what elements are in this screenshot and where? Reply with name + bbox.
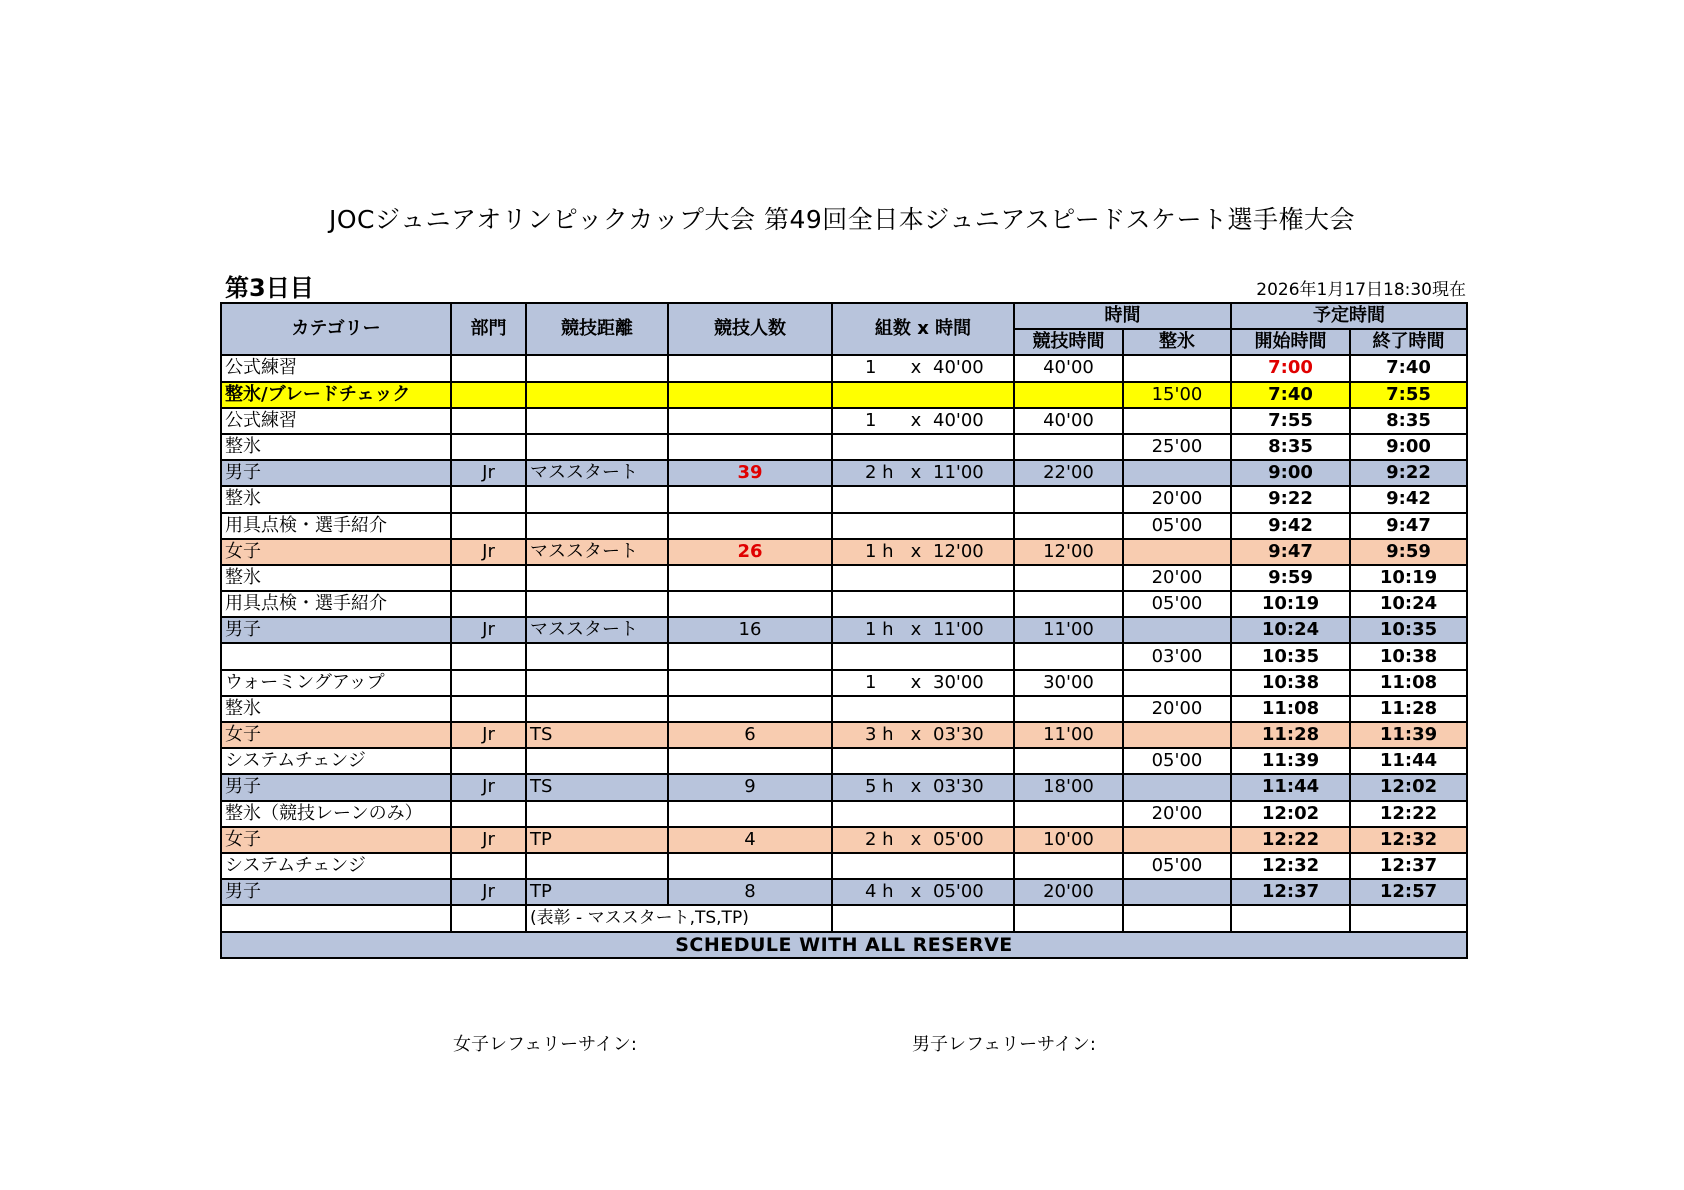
cell-start-time: 9:00 [1231, 460, 1350, 486]
per-group-time: 12'00 [933, 540, 984, 562]
cell-division [451, 748, 526, 774]
cell-distance: TP [526, 879, 668, 905]
cell-division [451, 801, 526, 827]
header-distance: 競技距離 [526, 303, 668, 355]
cell-participants [668, 355, 832, 381]
cell-category: 男子 [221, 774, 451, 800]
cell-division [451, 565, 526, 591]
per-group-time: 03'30 [933, 776, 984, 798]
per-group-time: 05'00 [933, 881, 984, 903]
cell-groups-time [832, 696, 1014, 722]
cell-race-time [1014, 853, 1123, 879]
per-group-time [927, 593, 933, 614]
times-sign: x [910, 724, 922, 746]
table-row [221, 696, 1467, 722]
per-group-time: 40'00 [933, 357, 984, 379]
cell-category: 用具点検・選手紹介 [221, 591, 451, 617]
cell-resurfacing: 20'00 [1123, 565, 1231, 591]
cell-category: システムチェンジ [221, 853, 451, 879]
cell-category: 公式練習 [221, 408, 451, 434]
cell-distance [526, 696, 668, 722]
header-participants: 競技人数 [668, 303, 832, 355]
cell-end-time: 12:57 [1350, 879, 1467, 905]
cell-resurfacing [1123, 460, 1231, 486]
cell-end-time: 12:22 [1350, 801, 1467, 827]
cell-start-time: 12:22 [1231, 827, 1350, 853]
header-division: 部門 [451, 303, 526, 355]
cell-division [451, 486, 526, 512]
table-row [221, 748, 1467, 774]
cell-participants [668, 408, 832, 434]
cell-groups-time [832, 827, 1014, 853]
cell-category: 整氷 [221, 565, 451, 591]
table-row [221, 853, 1467, 879]
cell-participants [668, 670, 832, 696]
cell-resurfacing: 03'00 [1123, 643, 1231, 669]
cell-distance [526, 853, 668, 879]
cell-distance [526, 382, 668, 408]
cell-start-time: 7:55 [1231, 408, 1350, 434]
cell-participants [668, 434, 832, 460]
cell-groups-time [832, 565, 1014, 591]
footer-text: SCHEDULE WITH ALL RESERVE [221, 932, 1467, 958]
table-row [221, 774, 1467, 800]
cell-participants: 8 [668, 879, 832, 905]
groups-count: 2 h [865, 828, 894, 850]
table-row [221, 722, 1467, 748]
cell-end-time: 12:02 [1350, 774, 1467, 800]
per-group-time [927, 436, 933, 457]
ceremony-empty [1231, 905, 1350, 931]
per-group-time [927, 567, 933, 588]
header-end: 終了時間 [1350, 329, 1467, 355]
cell-start-time: 11:28 [1231, 722, 1350, 748]
times-sign: x [910, 462, 922, 484]
cell-distance [526, 355, 668, 381]
cell-end-time: 9:59 [1350, 539, 1467, 565]
per-group-time: 30'00 [933, 671, 984, 693]
groups-count: 1 h [865, 619, 894, 641]
ceremony-empty [1014, 905, 1123, 931]
cell-resurfacing: 20'00 [1123, 696, 1231, 722]
table-row [221, 565, 1467, 591]
cell-race-time [1014, 748, 1123, 774]
cell-resurfacing [1123, 774, 1231, 800]
cell-category: 女子 [221, 722, 451, 748]
cell-participants: 26 [668, 539, 832, 565]
cell-resurfacing: 20'00 [1123, 486, 1231, 512]
cell-participants [668, 486, 832, 512]
cell-start-time: 10:38 [1231, 670, 1350, 696]
cell-end-time: 11:28 [1350, 696, 1467, 722]
cell-start-time: 10:24 [1231, 617, 1350, 643]
header-race-time: 競技時間 [1014, 329, 1123, 355]
per-group-time: 40'00 [933, 409, 984, 431]
cell-end-time: 11:39 [1350, 722, 1467, 748]
cell-participants [668, 513, 832, 539]
cell-category: 公式練習 [221, 355, 451, 381]
per-group-time [927, 646, 933, 667]
cell-distance [526, 434, 668, 460]
cell-resurfacing: 05'00 [1123, 513, 1231, 539]
cell-participants [668, 591, 832, 617]
cell-division: Jr [451, 539, 526, 565]
cell-participants: 39 [668, 460, 832, 486]
cell-resurfacing: 05'00 [1123, 853, 1231, 879]
cell-groups-time [832, 408, 1014, 434]
table-row [221, 879, 1467, 905]
cell-race-time [1014, 513, 1123, 539]
men-referee-sign: 男子レフェリーサイン: [912, 1034, 1096, 1055]
per-group-time [927, 855, 933, 876]
as-of-timestamp: 2026年1月17日18:30現在 [1256, 280, 1466, 300]
schedule-rows [221, 355, 1467, 905]
day-label: 第3日目 [225, 274, 314, 302]
cell-resurfacing: 05'00 [1123, 591, 1231, 617]
cell-end-time: 10:38 [1350, 643, 1467, 669]
times-sign: x [910, 619, 922, 641]
cell-resurfacing [1123, 827, 1231, 853]
cell-category: 女子 [221, 539, 451, 565]
cell-participants: 4 [668, 827, 832, 853]
ceremony-empty [1350, 905, 1467, 931]
table-row [221, 486, 1467, 512]
header-category: カテゴリー [221, 303, 451, 355]
cell-start-time: 10:35 [1231, 643, 1350, 669]
cell-groups-time [832, 513, 1014, 539]
cell-division: Jr [451, 617, 526, 643]
cell-division [451, 382, 526, 408]
cell-resurfacing [1123, 355, 1231, 381]
cell-start-time: 9:42 [1231, 513, 1350, 539]
cell-race-time [1014, 434, 1123, 460]
cell-distance [526, 591, 668, 617]
cell-resurfacing [1123, 722, 1231, 748]
ceremony-note: (表彰 - マススタート,TS,TP) [526, 905, 832, 931]
per-group-time [927, 515, 933, 536]
per-group-time [927, 698, 933, 719]
cell-groups-time [832, 591, 1014, 617]
cell-resurfacing [1123, 670, 1231, 696]
cell-end-time: 10:35 [1350, 617, 1467, 643]
cell-groups-time [832, 774, 1014, 800]
table-row [221, 355, 1467, 381]
header-time-group: 時間 [1014, 303, 1231, 329]
cell-participants: 6 [668, 722, 832, 748]
per-group-time: 03'30 [933, 724, 984, 746]
cell-end-time: 10:24 [1350, 591, 1467, 617]
ceremony-empty [221, 905, 451, 931]
cell-category: 整氷（競技レーンのみ） [221, 801, 451, 827]
cell-race-time: 40'00 [1014, 408, 1123, 434]
cell-category: 整氷 [221, 434, 451, 460]
table-row [221, 434, 1467, 460]
cell-category: 整氷/ブレードチェック [221, 382, 451, 408]
cell-race-time: 18'00 [1014, 774, 1123, 800]
schedule-table [220, 302, 1468, 959]
cell-distance [526, 670, 668, 696]
times-sign: x [910, 828, 922, 850]
cell-start-time: 11:44 [1231, 774, 1350, 800]
cell-race-time: 10'00 [1014, 827, 1123, 853]
table-row [221, 591, 1467, 617]
times-sign: x [910, 540, 922, 562]
cell-category: 男子 [221, 460, 451, 486]
cell-category: 用具点検・選手紹介 [221, 513, 451, 539]
cell-groups-time [832, 486, 1014, 512]
cell-start-time: 11:08 [1231, 696, 1350, 722]
cell-race-time: 11'00 [1014, 617, 1123, 643]
cell-category: 男子 [221, 617, 451, 643]
ceremony-empty [832, 905, 1014, 931]
cell-resurfacing [1123, 879, 1231, 905]
times-sign: x [910, 776, 922, 798]
cell-division [451, 853, 526, 879]
cell-end-time: 7:40 [1350, 355, 1467, 381]
cell-start-time: 10:19 [1231, 591, 1350, 617]
cell-groups-time [832, 617, 1014, 643]
ceremony-empty [451, 905, 526, 931]
table-row [221, 827, 1467, 853]
table-row [221, 513, 1467, 539]
cell-start-time: 7:40 [1231, 382, 1350, 408]
cell-category: 女子 [221, 827, 451, 853]
table-row [221, 382, 1467, 408]
groups-count: 1 [865, 409, 877, 431]
cell-division [451, 434, 526, 460]
cell-groups-time [832, 460, 1014, 486]
cell-race-time: 40'00 [1014, 355, 1123, 381]
cell-resurfacing [1123, 617, 1231, 643]
cell-groups-time [832, 434, 1014, 460]
cell-category [221, 643, 451, 669]
cell-distance: TS [526, 774, 668, 800]
per-group-time [927, 750, 933, 771]
cell-race-time [1014, 643, 1123, 669]
cell-participants [668, 853, 832, 879]
cell-end-time: 12:32 [1350, 827, 1467, 853]
cell-race-time: 22'00 [1014, 460, 1123, 486]
header-groups-time: 組数 x 時間 [832, 303, 1014, 355]
cell-end-time: 9:22 [1350, 460, 1467, 486]
cell-category: 整氷 [221, 486, 451, 512]
cell-participants [668, 382, 832, 408]
cell-start-time: 12:37 [1231, 879, 1350, 905]
cell-end-time: 11:44 [1350, 748, 1467, 774]
cell-groups-time [832, 539, 1014, 565]
cell-race-time [1014, 382, 1123, 408]
per-group-time [927, 488, 933, 509]
page-title: JOCジュニアオリンピックカップ大会 第49回全日本ジュニアスピードスケート選手権大会 [328, 205, 1356, 234]
header-resurfacing: 整氷 [1123, 329, 1231, 355]
cell-groups-time [832, 355, 1014, 381]
cell-start-time: 12:32 [1231, 853, 1350, 879]
groups-count: 1 h [865, 540, 894, 562]
cell-distance [526, 643, 668, 669]
cell-race-time [1014, 696, 1123, 722]
times-sign: x [910, 671, 922, 693]
groups-count: 1 [865, 671, 877, 693]
cell-race-time [1014, 486, 1123, 512]
header-start: 開始時間 [1231, 329, 1350, 355]
cell-division [451, 696, 526, 722]
per-group-time [927, 384, 933, 405]
cell-groups-time [832, 853, 1014, 879]
cell-division [451, 591, 526, 617]
cell-division: Jr [451, 827, 526, 853]
cell-distance [526, 486, 668, 512]
cell-category: システムチェンジ [221, 748, 451, 774]
cell-race-time: 20'00 [1014, 879, 1123, 905]
table-row [221, 617, 1467, 643]
cell-participants: 9 [668, 774, 832, 800]
cell-race-time [1014, 591, 1123, 617]
cell-participants [668, 643, 832, 669]
cell-end-time: 11:08 [1350, 670, 1467, 696]
cell-resurfacing: 05'00 [1123, 748, 1231, 774]
cell-groups-time [832, 382, 1014, 408]
cell-distance: TP [526, 827, 668, 853]
table-row [221, 408, 1467, 434]
cell-end-time: 7:55 [1350, 382, 1467, 408]
times-sign: x [910, 409, 922, 431]
cell-division [451, 408, 526, 434]
cell-participants: 16 [668, 617, 832, 643]
table-row [221, 643, 1467, 669]
table-row [221, 670, 1467, 696]
groups-count: 1 [865, 357, 877, 379]
cell-resurfacing [1123, 408, 1231, 434]
cell-resurfacing: 20'00 [1123, 801, 1231, 827]
cell-end-time: 10:19 [1350, 565, 1467, 591]
cell-participants [668, 696, 832, 722]
cell-participants [668, 565, 832, 591]
cell-race-time [1014, 565, 1123, 591]
per-group-time: 11'00 [933, 619, 984, 641]
cell-division [451, 643, 526, 669]
table-row [221, 539, 1467, 565]
cell-distance [526, 408, 668, 434]
cell-end-time: 9:47 [1350, 513, 1467, 539]
cell-distance: TS [526, 722, 668, 748]
cell-end-time: 8:35 [1350, 408, 1467, 434]
cell-start-time: 12:02 [1231, 801, 1350, 827]
cell-division: Jr [451, 722, 526, 748]
cell-race-time: 30'00 [1014, 670, 1123, 696]
ceremony-row [221, 905, 1467, 931]
cell-resurfacing: 25'00 [1123, 434, 1231, 460]
cell-groups-time [832, 643, 1014, 669]
cell-start-time: 9:22 [1231, 486, 1350, 512]
cell-distance [526, 801, 668, 827]
times-sign: x [910, 881, 922, 903]
times-sign: x [910, 357, 922, 379]
cell-start-time: 11:39 [1231, 748, 1350, 774]
cell-groups-time [832, 801, 1014, 827]
cell-groups-time [832, 879, 1014, 905]
cell-end-time: 9:42 [1350, 486, 1467, 512]
cell-division: Jr [451, 774, 526, 800]
cell-race-time: 11'00 [1014, 722, 1123, 748]
header-planned-group: 予定時間 [1231, 303, 1467, 329]
cell-division [451, 670, 526, 696]
cell-division: Jr [451, 879, 526, 905]
cell-distance: マススタート [526, 539, 668, 565]
cell-groups-time [832, 670, 1014, 696]
cell-category: 男子 [221, 879, 451, 905]
groups-count: 4 h [865, 881, 894, 903]
cell-participants [668, 748, 832, 774]
cell-division [451, 513, 526, 539]
groups-count: 3 h [865, 724, 894, 746]
cell-distance [526, 748, 668, 774]
cell-distance: マススタート [526, 617, 668, 643]
per-group-time [927, 803, 933, 824]
cell-distance [526, 565, 668, 591]
per-group-time: 11'00 [933, 462, 984, 484]
cell-participants [668, 801, 832, 827]
groups-count: 2 h [865, 462, 894, 484]
cell-end-time: 12:37 [1350, 853, 1467, 879]
table-row [221, 460, 1467, 486]
cell-category: 整氷 [221, 696, 451, 722]
cell-division [451, 355, 526, 381]
groups-count: 5 h [865, 776, 894, 798]
cell-resurfacing: 15'00 [1123, 382, 1231, 408]
cell-groups-time [832, 722, 1014, 748]
cell-race-time: 12'00 [1014, 539, 1123, 565]
cell-distance [526, 513, 668, 539]
cell-distance: マススタート [526, 460, 668, 486]
cell-resurfacing [1123, 539, 1231, 565]
cell-race-time [1014, 801, 1123, 827]
cell-division: Jr [451, 460, 526, 486]
cell-category: ウォーミングアップ [221, 670, 451, 696]
cell-end-time: 9:00 [1350, 434, 1467, 460]
per-group-time: 05'00 [933, 828, 984, 850]
ceremony-empty [1123, 905, 1231, 931]
cell-start-time: 9:47 [1231, 539, 1350, 565]
cell-groups-time [832, 748, 1014, 774]
table-row [221, 801, 1467, 827]
footer-row [221, 932, 1467, 958]
women-referee-sign: 女子レフェリーサイン: [453, 1034, 637, 1055]
cell-start-time: 8:35 [1231, 434, 1350, 460]
cell-start-time: 7:00 [1231, 355, 1350, 381]
cell-start-time: 9:59 [1231, 565, 1350, 591]
